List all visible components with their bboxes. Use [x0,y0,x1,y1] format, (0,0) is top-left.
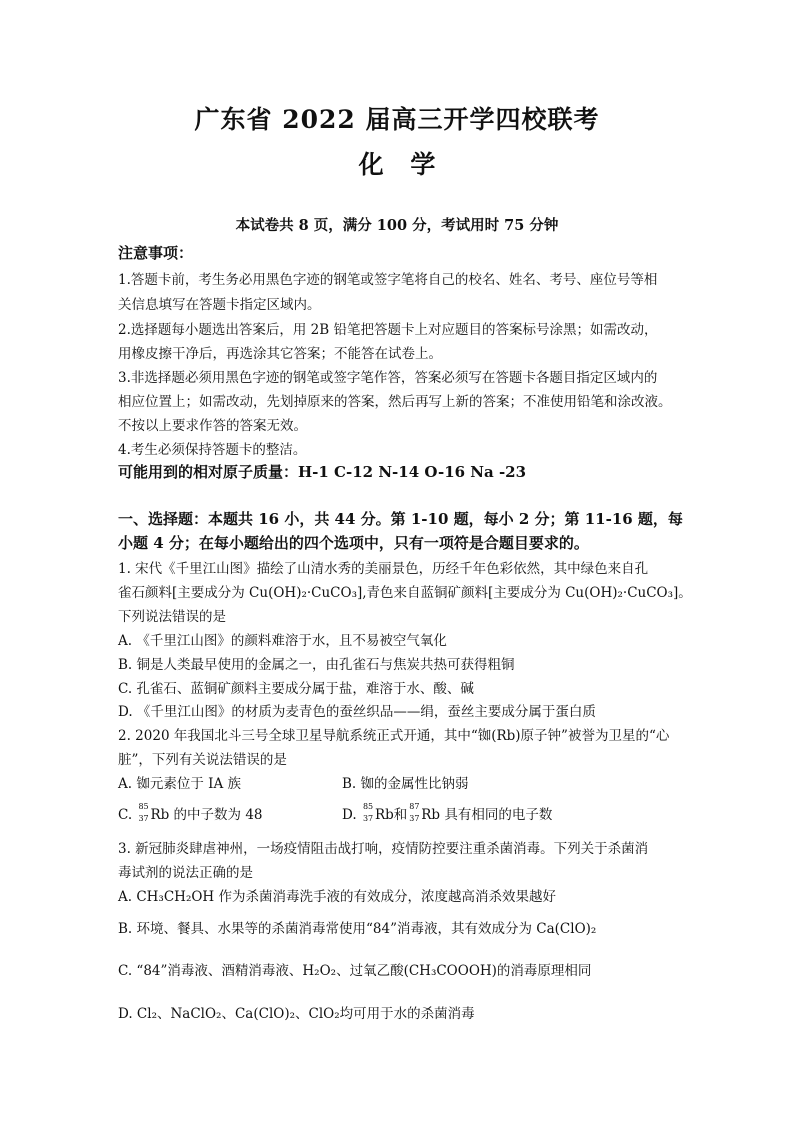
notice-line-2: 关信息填写在答题卡指定区域内。 [118,297,321,313]
q2-option-b: B. 铷的金属性比钠弱 [342,776,469,792]
q1-stem-1: 1. 宋代《千里江山图》描绘了山清水秀的美丽景色，历经千年色彩依然，其中绿色来自孔 [118,561,649,577]
notice-line-1: 1.答题卡前，考生务必用黑色字迹的钢笔或签字笔将自己的校名、姓名、考号、座位号等相 [118,272,658,288]
notice-line-6: 相应位置上；如需改动，先划掉原来的答案，然后再写上新的答案；不准使用铅笔和涂改液。 [118,394,672,410]
notice-line-3: 2.选择题每小题选出答案后，用 2B 铅笔把答题卡上对应题目的答案标号涂黑；如需改动， [118,322,658,338]
q3-option-b: B. 环境、餐具、水果等的杀菌消毒常使用“84”消毒液，其有效成分为 Ca(ClO)₂ [118,921,597,937]
q2-stem-1: 2. 2020 年我国北斗三号全球卫星导航系统正式开通，其中“铷(Rb)原子钟”被誉为卫星的“心 [118,728,670,744]
atomic-masses: 可能用到的相对原子质量：H-1 C-12 N-14 O-16 Na -23 [118,463,527,481]
section-heading-1: 一、选择题：本题共 16 小，共 44 分。第 1-10 题，每小 2 分；第 11-16 题，每 [118,510,683,528]
q2-option-d-label: D. [342,807,357,823]
isotope-rb85: 85 37 [362,802,374,823]
q3-stem-1: 3. 新冠肺炎肆虐神州，一场疫情阻击战打响，疫情防控要注重杀菌消毒。下列关于杀菌消 [118,841,649,857]
notice-line-7: 不按以上要求作答的答案无效。 [118,418,307,434]
subject-title: 化 学 [358,150,436,179]
q1-option-b: B. 铜是人类最早使用的金属之一，由孔雀石与焦炭共热可获得粗铜 [118,657,515,673]
q3-option-d: D. Cl₂、NaClO₂、Ca(ClO)₂、ClO₂均可用于水的杀菌消毒 [118,1006,475,1022]
q1-option-c: C. 孔雀石、蓝铜矿颜料主要成分属于盐，难溶于水、酸、碱 [118,681,474,697]
q2-option-a: A. 铷元素位于 IA 族 [118,776,241,792]
q3-option-a: A. CH₃CH₂OH 作为杀菌消毒洗手液的有效成分，浓度越高消杀效果越好 [118,889,556,905]
q1-stem-3: 下列说法错误的是 [118,609,226,625]
q1-option-a: A. 《千里江山图》的颜料难溶于水，且不易被空气氧化 [118,633,447,649]
q1-option-d: D. 《千里江山图》的材质为麦青色的蚕丝织品——绢，蚕丝主要成分属于蛋白质 [118,704,596,720]
isotope-rb87: 87 37 [409,802,420,823]
q3-option-c: C. “84”消毒液、酒精消毒液、H₂O₂、过氧乙酸(CH₃COOOH)的消毒原理相同 [118,963,592,979]
notice-heading: 注意事项： [118,244,194,262]
q2-option-d: D. 85 37 Rb和 87 37 Rb 具有相同的电子数 [342,802,553,823]
section-heading-2: 小题 4 分；在每小题给出的四个选项中，只有一项符是合题目要求的。 [118,534,589,552]
q2-stem-2: 脏”，下列有关说法错误的是 [118,752,287,768]
q1-stem-2: 雀石颜料[主要成分为 Cu(OH)₂·CuCO₃],青色来自蓝铜矿颜料[主要成分为 Cu(OH)₂·CuCO₃]。 [118,585,692,601]
exam-info: 本试卷共 8 页，满分 100 分，考试用时 75 分钟 [235,217,559,234]
notice-line-8: 4.考生必须保持答题卡的整洁。 [118,442,307,458]
notice-line-5: 3.非选择题必须用黑色字迹的钢笔或签字笔作答，答案必须写在答题卡各题目指定区域内的 [118,370,658,386]
notice-line-4: 用橡皮擦干净后，再选涂其它答案；不能答在试卷上。 [118,346,442,362]
isotope-rb85: 85 37 [138,802,149,823]
page-title: 广东省 2022 届高三开学四校联考 [194,105,600,134]
q2-option-c-label: C. [118,807,133,823]
q2-option-c: C. 85 37 Rb 的中子数为 48 [118,802,263,823]
q3-stem-2: 毒试剂的说法正确的是 [118,865,253,881]
